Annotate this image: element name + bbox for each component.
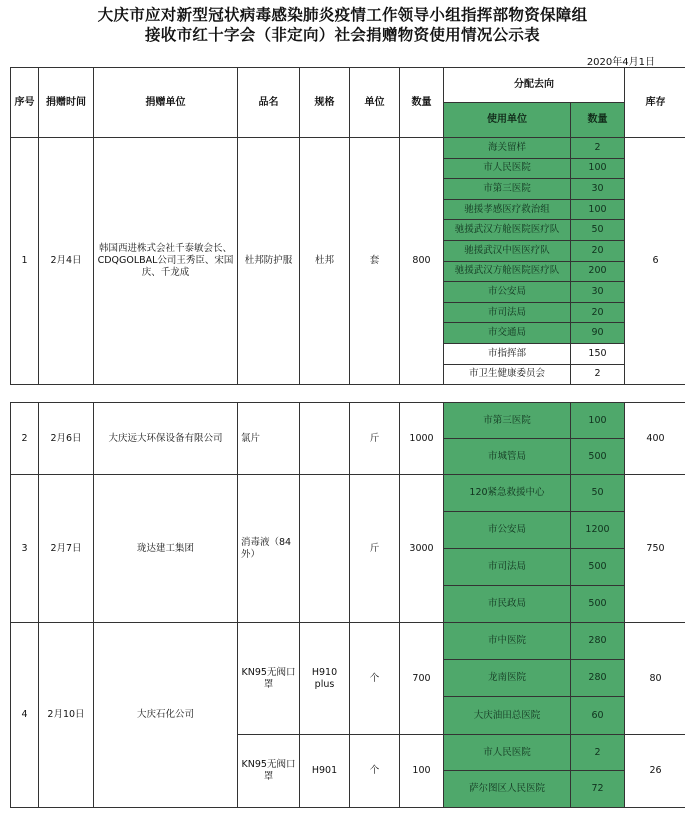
use-unit-cell: 海关留样 <box>444 138 571 159</box>
seq-cell: 4 <box>11 623 39 808</box>
header-donor: 捐赠单位 <box>94 68 238 138</box>
quantity-cell: 1000 <box>400 403 444 475</box>
header-unit: 单位 <box>350 68 400 138</box>
donation-time-cell: 2月4日 <box>39 138 94 385</box>
spec-cell <box>300 475 350 623</box>
use-unit-cell: 市第三医院 <box>444 179 571 200</box>
use-quantity-cell: 280 <box>571 623 625 660</box>
use-quantity-cell: 2 <box>571 735 625 771</box>
use-unit-cell: 市城管局 <box>444 439 571 475</box>
use-quantity-cell: 50 <box>571 220 625 241</box>
use-quantity-cell: 500 <box>571 586 625 623</box>
use-unit-cell: 市交通局 <box>444 323 571 344</box>
use-unit-cell: 市公安局 <box>444 512 571 549</box>
use-quantity-cell: 150 <box>571 343 625 364</box>
use-unit-cell: 龙南医院 <box>444 660 571 697</box>
use-quantity-cell: 30 <box>571 282 625 303</box>
use-quantity-cell: 2 <box>571 138 625 159</box>
use-unit-cell: 市人民医院 <box>444 158 571 179</box>
donor-cell: 大庆远大环保设备有限公司 <box>94 403 238 475</box>
item-name-cell: KN95无阀口罩 <box>238 735 300 808</box>
use-quantity-cell: 1200 <box>571 512 625 549</box>
document-title-line2: 接收市红十字会（非定向）社会捐赠物资使用情况公示表 <box>144 25 540 44</box>
header-allocation: 分配去向 <box>444 68 625 103</box>
table-row <box>11 475 685 512</box>
item-name-cell: 氯片 <box>238 403 300 475</box>
use-unit-cell: 市指挥部 <box>444 343 571 364</box>
use-unit-cell: 市司法局 <box>444 302 571 323</box>
donation-table-part2 <box>10 402 685 808</box>
use-quantity-cell: 72 <box>571 771 625 808</box>
stock-cell: 750 <box>625 475 685 623</box>
item-name-cell: 消毒液（84外） <box>238 475 300 623</box>
unit-cell: 个 <box>350 735 400 808</box>
donor-cell: 珑达建工集团 <box>94 475 238 623</box>
stock-cell: 80 <box>625 623 685 735</box>
use-quantity-cell: 500 <box>571 549 625 586</box>
donation-time-cell: 2月6日 <box>39 403 94 475</box>
use-unit-cell: 驰援武汉方舱医院医疗队 <box>444 220 571 241</box>
spec-cell: H901 <box>300 735 350 808</box>
header-use-quantity: 数量 <box>571 103 625 138</box>
item-name-cell: 杜邦防护服 <box>238 138 300 385</box>
header-spec: 规格 <box>300 68 350 138</box>
use-unit-cell: 萨尔图区人民医院 <box>444 771 571 808</box>
use-quantity-cell: 50 <box>571 475 625 512</box>
use-quantity-cell: 60 <box>571 697 625 735</box>
header-use-unit: 使用单位 <box>444 103 571 138</box>
publish-date: 2020年4月1日 <box>586 57 655 68</box>
item-name-cell: KN95无阀口罩 <box>238 623 300 735</box>
header-quantity: 数量 <box>400 68 444 138</box>
document-title-line1: 大庆市应对新型冠状病毒感染肺炎疫情工作领导小组指挥部物资保障组 <box>97 5 588 24</box>
use-unit-cell: 市民政局 <box>444 586 571 623</box>
spec-cell: H910 plus <box>300 623 350 735</box>
use-unit-cell: 市人民医院 <box>444 735 571 771</box>
unit-cell: 斤 <box>350 475 400 623</box>
spec-cell <box>300 403 350 475</box>
use-quantity-cell: 2 <box>571 364 625 385</box>
use-quantity-cell: 20 <box>571 302 625 323</box>
seq-cell: 2 <box>11 403 39 475</box>
spec-cell: 杜邦 <box>300 138 350 385</box>
header-stock: 库存 <box>625 68 685 138</box>
use-quantity-cell: 20 <box>571 240 625 261</box>
seq-cell: 3 <box>11 475 39 623</box>
use-unit-cell: 市中医院 <box>444 623 571 660</box>
stock-cell: 400 <box>625 403 685 475</box>
use-unit-cell: 市公安局 <box>444 282 571 303</box>
quantity-cell: 700 <box>400 623 444 735</box>
use-unit-cell: 驰援武汉方舱医院医疗队 <box>444 261 571 282</box>
use-quantity-cell: 280 <box>571 660 625 697</box>
use-unit-cell: 120紧急救援中心 <box>444 475 571 512</box>
stock-cell: 6 <box>625 138 685 385</box>
header-seq: 序号 <box>11 68 39 138</box>
use-unit-cell: 大庆油田总医院 <box>444 697 571 735</box>
quantity-cell: 100 <box>400 735 444 808</box>
use-quantity-cell: 100 <box>571 158 625 179</box>
use-quantity-cell: 90 <box>571 323 625 344</box>
unit-cell: 斤 <box>350 403 400 475</box>
table-row <box>11 403 685 439</box>
use-quantity-cell: 200 <box>571 261 625 282</box>
seq-cell: 1 <box>11 138 39 385</box>
unit-cell: 套 <box>350 138 400 385</box>
donation-table-part1 <box>10 67 685 385</box>
use-quantity-cell: 100 <box>571 199 625 220</box>
use-unit-cell: 市卫生健康委员会 <box>444 364 571 385</box>
use-quantity-cell: 30 <box>571 179 625 200</box>
quantity-cell: 800 <box>400 138 444 385</box>
table-row <box>11 138 685 159</box>
use-unit-cell: 驰援武汉中医医疗队 <box>444 240 571 261</box>
stock-cell: 26 <box>625 735 685 808</box>
donation-time-cell: 2月10日 <box>39 623 94 808</box>
table-row <box>11 623 685 660</box>
donation-time-cell: 2月7日 <box>39 475 94 623</box>
use-unit-cell: 市第三医院 <box>444 403 571 439</box>
use-unit-cell: 市司法局 <box>444 549 571 586</box>
use-quantity-cell: 100 <box>571 403 625 439</box>
header-item-name: 品名 <box>238 68 300 138</box>
use-quantity-cell: 500 <box>571 439 625 475</box>
use-unit-cell: 驰援孝感医疗救治组 <box>444 199 571 220</box>
quantity-cell: 3000 <box>400 475 444 623</box>
donor-cell: 韩国西进株式会社千泰敏会长、CDQGOLBAL公司王秀臣、宋国庆、千龙成 <box>94 138 238 385</box>
unit-cell: 个 <box>350 623 400 735</box>
header-donation-time: 捐赠时间 <box>39 68 94 138</box>
donor-cell: 大庆石化公司 <box>94 623 238 808</box>
